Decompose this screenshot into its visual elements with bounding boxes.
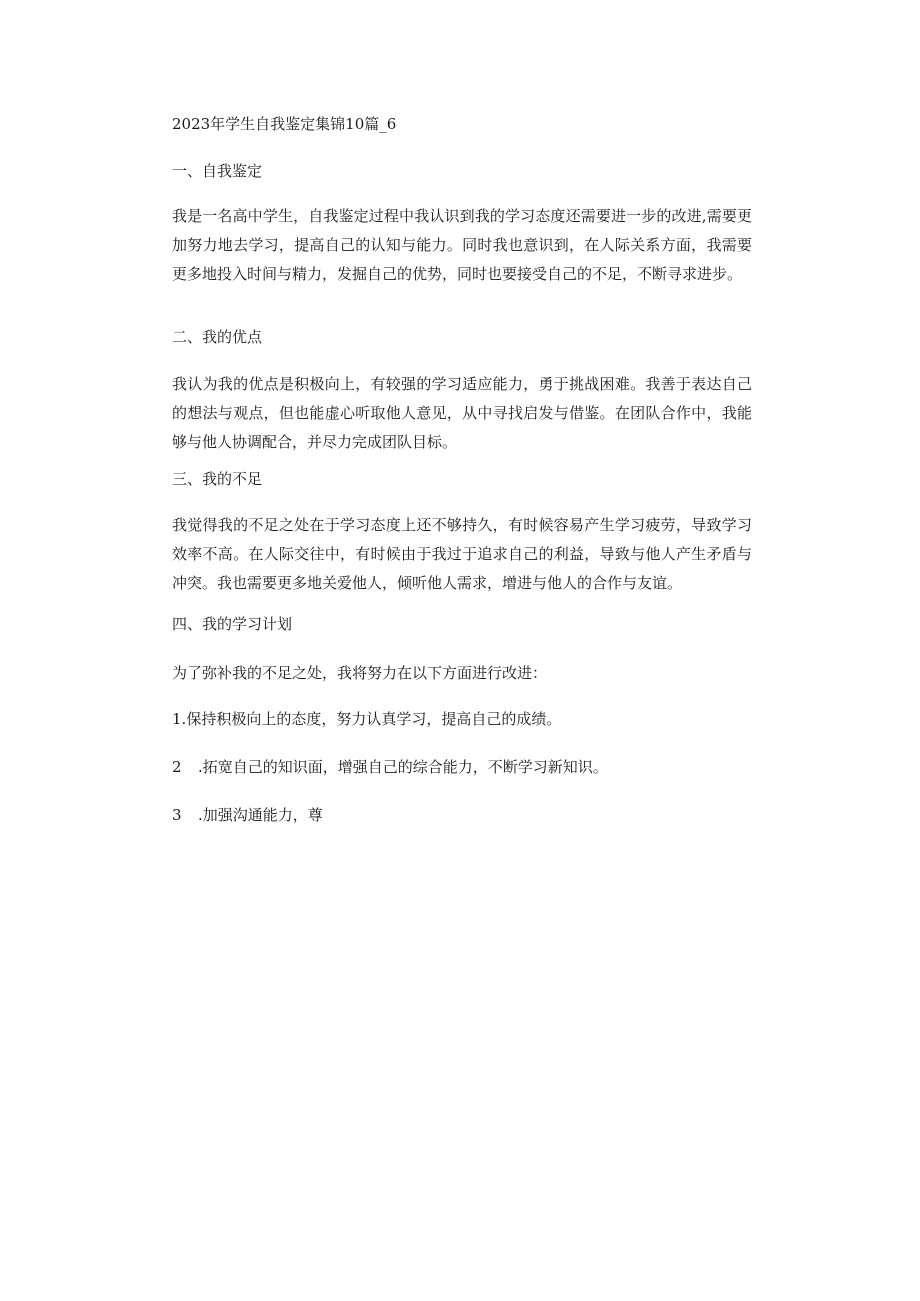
section-heading-self-assessment: 一、自我鉴定 — [172, 162, 263, 180]
plan-item — [172, 804, 323, 826]
plan-item-number: 2 — [172, 758, 182, 776]
plan-item-text: .加强沟通能力，尊 — [198, 806, 323, 824]
section-heading-study-plan: 四、我的学习计划 — [172, 615, 293, 633]
plan-item-number: 3 — [172, 806, 182, 824]
section-heading-strengths: 二、我的优点 — [172, 328, 263, 346]
section-heading-weaknesses: 三、我的不足 — [172, 470, 263, 488]
plan-item-text: .拓宽自己的知识面，增强自己的综合能力，不断学习新知识。 — [198, 758, 608, 776]
section-body-study-plan: 为了弥补我的不足之处，我将努力在以下方面进行改进： — [172, 664, 548, 682]
plan-item-number: 1. — [172, 710, 187, 728]
plan-item — [172, 756, 608, 778]
section-body-strengths: 我认为我的优点是积极向上，有较强的学习适应能力，勇于挑战困难。我善于表达自己的想法与观点，但也能虚心听取他人意见，从中寻找启发与借鉴。在团队合作中，我能够与他人协调配合，并尽力完成团队目标。 — [172, 375, 752, 451]
plan-item-text: 保持积极向上的态度，努力认真学习，提高自己的成绩。 — [186, 710, 562, 728]
plan-item — [172, 708, 561, 730]
section-body-weaknesses: 我觉得我的不足之处在于学习态度上还不够持久，有时候容易产生学习疲劳，导致学习效率不高。在人际交往中，有时候由于我过于追求自己的利益，导致与他人产生矛盾与冲突。我也需要更多地关爱他人，倾听他人需求，增进与他人的合作与友谊。 — [172, 516, 752, 592]
section-body-self-assessment: 我是一名高中学生，自我鉴定过程中我认识到我的学习态度还需要进一步的改进,需要更加努力地去学习，提高自己的认知与能力。同时我也意识到，在人际关系方面，我需要更多地投入时间与精力，发掘自己的优势，同时也要接受自己的不足，不断寻求进步。 — [172, 207, 752, 283]
document-title: 2023年学生自我鉴定集锦10篇_6 — [172, 115, 397, 133]
